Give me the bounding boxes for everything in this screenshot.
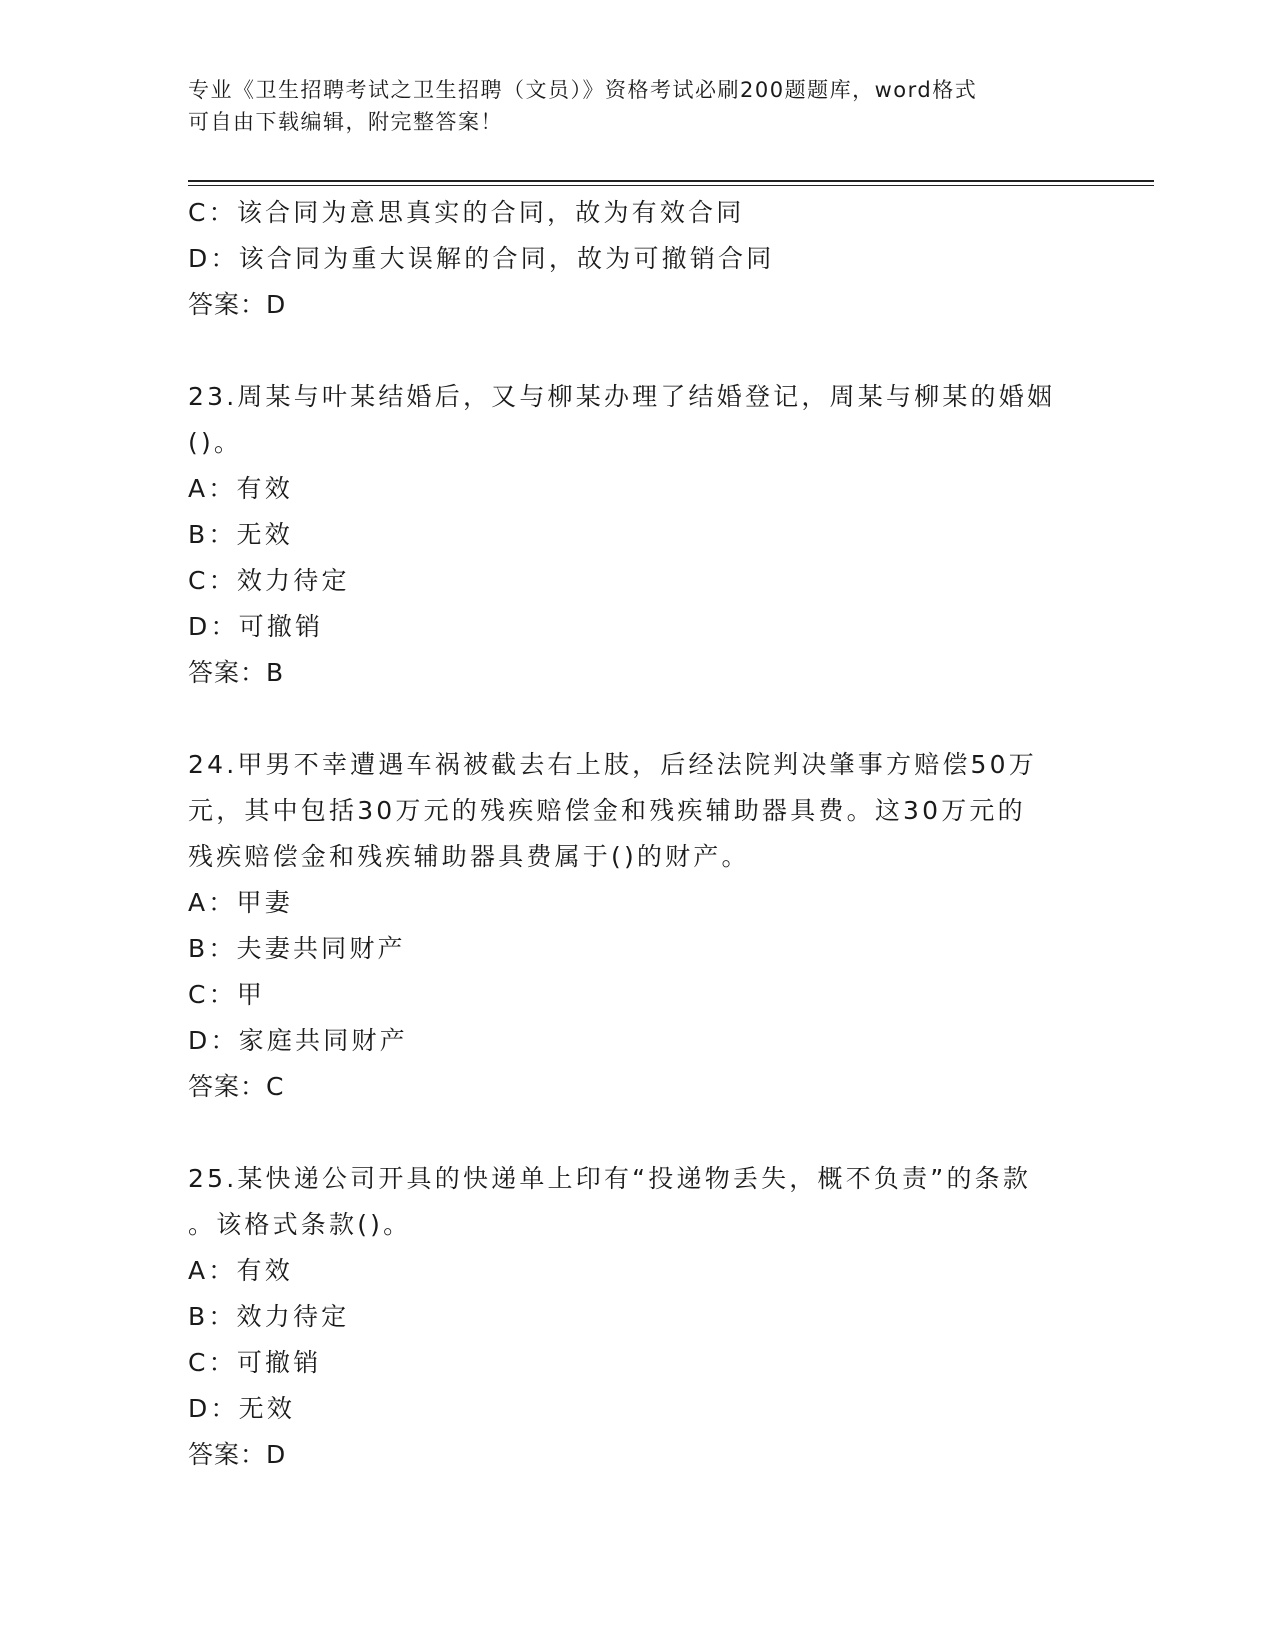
option-d: D：无效	[188, 1394, 296, 1423]
question-stem: 元，其中包括30万元的残疾赔偿金和残疾辅助器具费。这30万元的	[188, 796, 1026, 825]
option-b: B：无效	[188, 520, 293, 549]
option-a: A：有效	[188, 474, 293, 503]
option-c: C：甲	[188, 980, 266, 1009]
question-stem: 。该格式条款()。	[188, 1210, 412, 1239]
question-23	[188, 374, 1088, 696]
header-line-1: 专业《卫生招聘考试之卫生招聘（文员）》资格考试必刷200题题库，word格式	[188, 78, 978, 102]
header-rule-thin	[188, 185, 1154, 186]
answer-line: 答案：D	[188, 1440, 287, 1469]
question-stem: ()。	[188, 428, 243, 457]
header-line-2: 可自由下载编辑，附完整答案！	[188, 110, 503, 134]
option-c: C：效力待定	[188, 566, 350, 595]
answer-line: 答案：C	[188, 1072, 285, 1101]
option-c: C：该合同为意思真实的合同，故为有效合同	[188, 198, 745, 227]
question-25	[188, 1156, 1088, 1478]
question-stem: 23.周某与叶某结婚后，又与柳某办理了结婚登记，周某与柳某的婚姻	[188, 382, 1056, 411]
option-d: D：该合同为重大误解的合同，故为可撤销合同	[188, 244, 775, 273]
answer-line: 答案：B	[188, 658, 285, 687]
option-a: A：甲妻	[188, 888, 293, 917]
answer-line: 答案：D	[188, 290, 287, 319]
question-24	[188, 742, 1088, 1110]
document-header	[188, 74, 1078, 138]
document-body	[188, 190, 1088, 1478]
question-stem: 25.某快递公司开具的快递单上印有“投递物丢失，概不负责”的条款	[188, 1164, 1032, 1193]
option-d: D：家庭共同财产	[188, 1026, 408, 1055]
option-b: B：效力待定	[188, 1302, 350, 1331]
option-d: D：可撤销	[188, 612, 324, 641]
prev-question	[188, 190, 1088, 328]
question-stem: 残疾赔偿金和残疾辅助器具费属于()的财产。	[188, 842, 750, 871]
option-c: C：可撤销	[188, 1348, 322, 1377]
option-b: B：夫妻共同财产	[188, 934, 406, 963]
header-rule-thick	[188, 180, 1154, 182]
question-stem: 24.甲男不幸遭遇车祸被截去右上肢，后经法院判决肇事方赔偿50万	[188, 750, 1037, 779]
option-a: A：有效	[188, 1256, 293, 1285]
